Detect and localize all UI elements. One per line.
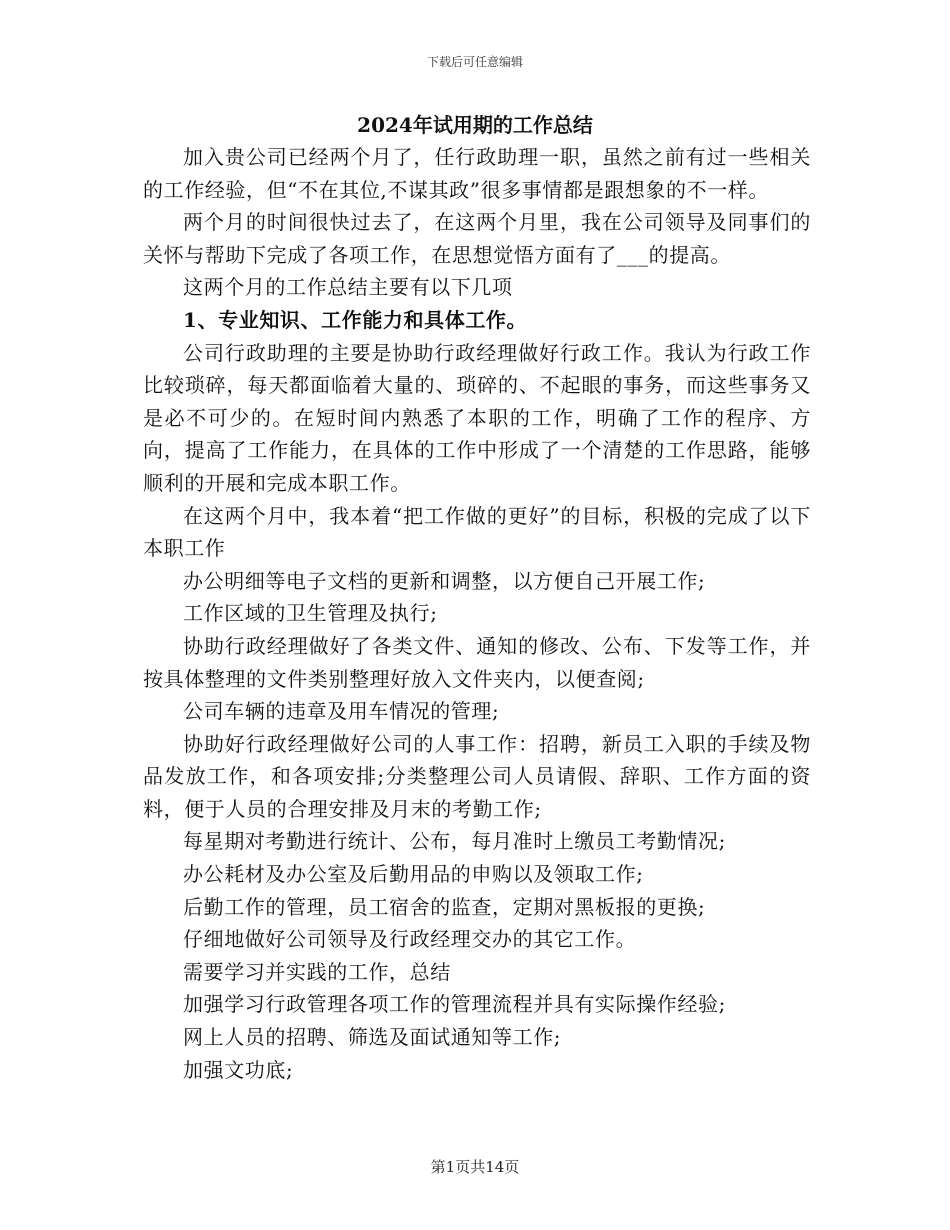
page-number: 第1页共14页 [430, 1158, 520, 1176]
paragraph-goal: 在这两个月中，我本着“把工作做的更好”的目标，积极的完成了以下本职工作 [143, 503, 811, 561]
document-title: 2024年试用期的工作总结 [357, 113, 593, 137]
paragraph-role-description: 公司行政助理的主要是协助行政经理做好行政工作。我认为行政工作比较琐碎，每天都面临着大量的、琐碎的、不起眼的事务，而这些事务又是必不可少的。在短时间内熟悉了本职的工作，明确了工作的程序、方向，提高了工作能力，在具体的工作中形成了一个清楚的工作思路，能够顺利的开展和完成本职工作。 [143, 340, 811, 495]
paragraph-summary-lead: 这两个月的工作总结主要有以下几项 [183, 275, 513, 300]
list-item: 协助好行政经理做好公司的人事工作：招聘，新员工入职的手续及物品发放工作，和各项安排;分类整理公司人员请假、辞职、工作方面的资料，便于人员的合理安排及月末的考勤工作; [143, 731, 811, 821]
paragraph-intro: 加入贵公司已经两个月了，任行政助理一职，虽然之前有过一些相关的工作经验，但“不在其位,不谋其政”很多事情都是跟想象的不一样。 [143, 145, 811, 202]
list-item: 办公耗材及办公室及后勤用品的申购以及领取工作; [183, 862, 644, 887]
document-body [143, 141, 811, 1086]
section-heading-1: 1、专业知识、工作能力和具体工作。 [183, 307, 528, 332]
paragraph-learning-lead: 需要学习并实践的工作，总结 [183, 959, 451, 984]
list-item: 协助行政经理做好了各类文件、通知的修改、公布、下发等工作，并按具体整理的文件类别整理好放入文件夹内，以便查阅; [143, 633, 811, 691]
paragraph-two-months: 两个月的时间很快过去了，在这两个月里，我在公司领导及同事们的关怀与帮助下完成了各项工作，在思想觉悟方面有了___的提高。 [143, 210, 811, 267]
list-item: 加强文功底; [183, 1057, 294, 1082]
list-item: 后勤工作的管理，员工宿舍的监查，定期对黑板报的更换; [183, 894, 706, 919]
list-item: 仔细地做好公司领导及行政经理交办的其它工作。 [183, 927, 637, 952]
list-item: 每星期对考勤进行统计、公布，每月准时上缴员工考勤情况; [183, 829, 726, 854]
list-item: 网上人员的招聘、筛选及面试通知等工作; [183, 1025, 562, 1050]
list-item: 办公明细等电子文档的更新和调整，以方便自己开展工作; [183, 568, 706, 593]
list-item: 加强学习行政管理各项工作的管理流程并具有实际操作经验; [183, 992, 726, 1017]
page-header-note: 下载后可任意编辑 [426, 55, 523, 69]
list-item: 公司车辆的违章及用车情况的管理; [183, 699, 500, 724]
list-item: 工作区域的卫生管理及执行; [183, 601, 438, 626]
